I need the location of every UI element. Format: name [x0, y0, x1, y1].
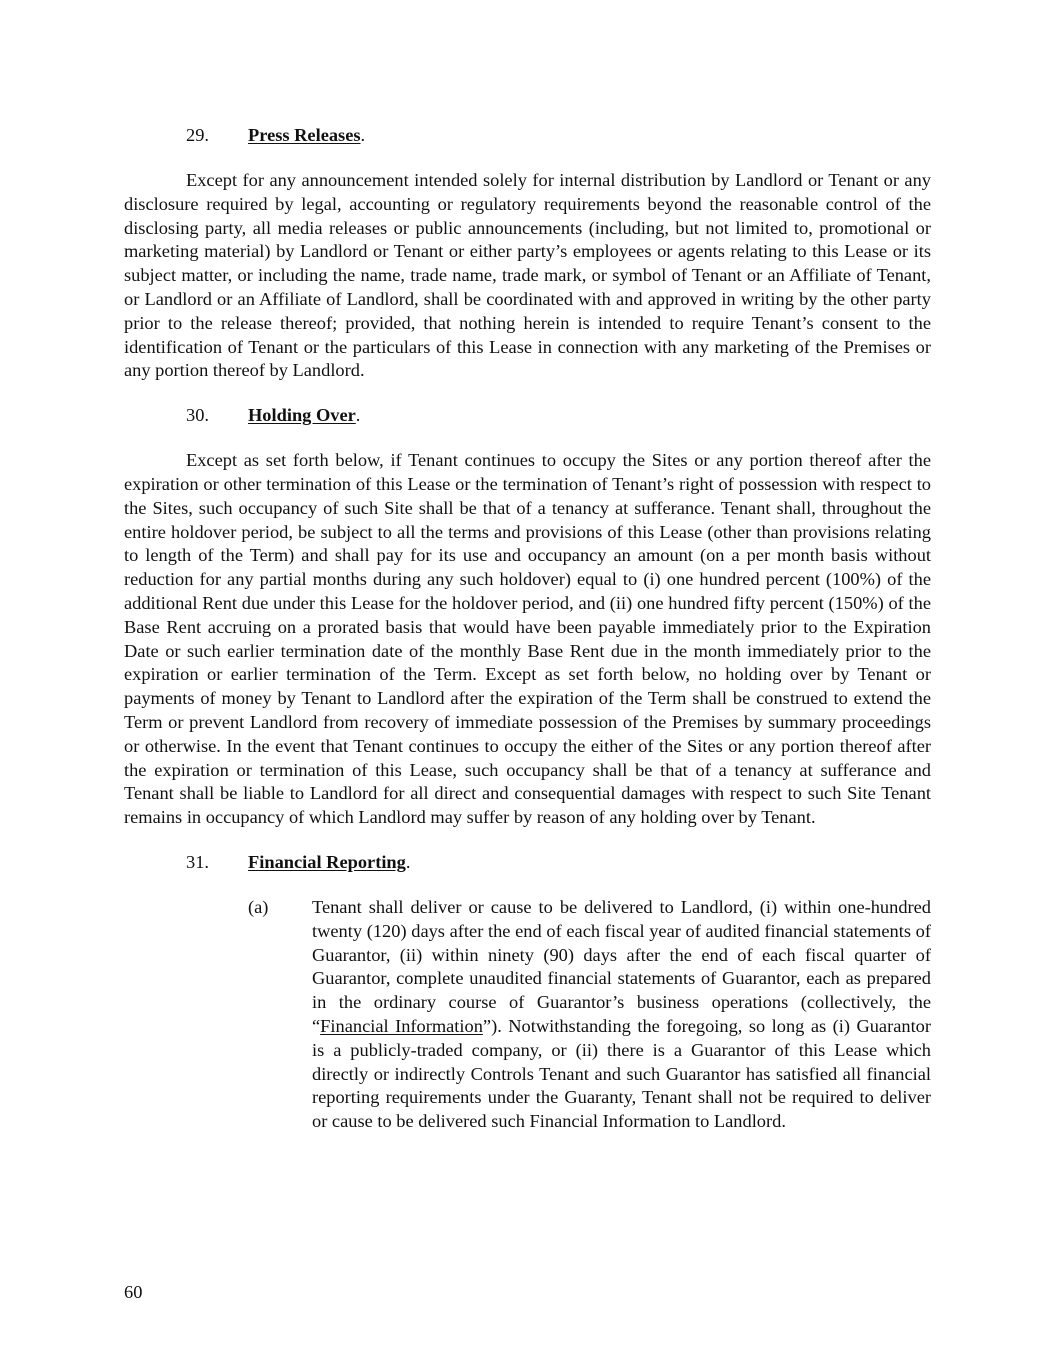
section-heading-30	[124, 404, 931, 428]
subsection-text-before: Tenant shall deliver or cause to be delivered to Landlord, (i) within one-hundred twenty (120) days after the end of each fiscal year of audited financial statements of Guarantor, (ii) within ninety (90) days after the end of each fiscal quarter of Guarantor, complete unaudited financial statements of Guarantor, each as prepared in the ordinary course of Guarantor’s business operations (collectively, the “	[312, 896, 931, 1036]
subsection-text	[312, 896, 931, 1134]
section-paragraph-holding-over: Except as set forth below, if Tenant continues to occupy the Sites or any portion thereof after the expiration or other termination of this Lease or the termination of Tenant’s right of possession with respect to the Sites, such occupancy of such Site shall be that of a tenancy at sufferance. Tenant shall, throughout the entire holdover period, be subject to all the terms and provisions of this Lease (other than provisions relating to length of the Term) and shall pay for its use and occupancy an amount (on a per month basis without reduction for any partial months during any such holdover) equal to (i) one hundred percent (100%) of the additional Rent due under this Lease for the holdover period, and (ii) one hundred fifty percent (150%) of the Base Rent accruing on a prorated basis that would have been payable immediately prior to the Expiration Date or such earlier termination date of the monthly Base Rent due in the month immediately prior to the expiration or earlier termination of the Term. Except as set forth below, no holding over by Tenant or payments of money by Tenant to Landlord after the expiration of the Term shall be construed to extend the Term or prevent Landlord from recovery of immediate possession of the Premises by summary proceedings or otherwise. In the event that Tenant continues to occupy the either of the Sites or any portion thereof after the expiration or termination of this Lease, such occupancy shall be that of a tenancy at sufferance and Tenant shall be liable to Landlord for all direct and consequential damages with respect to such Site Tenant remains in occupancy of which Landlord may suffer by reason of any holding over by Tenant.	[124, 450, 931, 828]
section-title	[248, 404, 360, 428]
document-page	[124, 124, 931, 1134]
section-heading-29	[124, 124, 931, 148]
page-number: 60	[124, 1282, 143, 1302]
defined-term-financial-information: Financial Information	[320, 1015, 483, 1036]
section-title	[248, 851, 410, 875]
section-number: 29.	[186, 125, 209, 145]
section-paragraph-press-releases: Except for any announcement intended solely for internal distribution by Landlord or Tenant or any disclosure required by legal, accounting or regulatory requirements beyond the reasonable control of the disclosing party, all media releases or public announcements (including, but not limited to, promotional or marketing material) by Landlord or Tenant or either party’s employees or agents relating to this Lease or its subject matter, or including the name, trade name, trade mark, or symbol of Tenant or an Affiliate of Tenant, or Landlord or an Affiliate of Landlord, shall be coordinated with and approved in writing by the other party prior to the release thereof; provided, that nothing herein is intended to require Tenant’s consent to the identification of Tenant or the particulars of this Lease in connection with any marketing of the Premises or any portion thereof by Landlord.	[124, 170, 931, 381]
section-number: 30.	[186, 405, 209, 426]
subsection-a	[124, 896, 931, 1134]
section-title-text: Financial Reporting	[248, 851, 406, 872]
section-title-suffix: .	[405, 851, 411, 872]
subsection-text-after: ”). Notwithstanding the foregoing, so long as (i) Guarantor is a publicly-traded company, or (ii) there is a Guarantor of this Lease which directly or indirectly Controls Tenant and such Guarantor has satisfied all financial reporting requirements under the Guaranty, Tenant shall not be required to deliver or cause to be delivered such Financial Information to Landlord.	[312, 1015, 931, 1132]
subsection-label: (a)	[248, 896, 269, 917]
section-heading-31	[124, 851, 931, 875]
section-title-text: Holding Over	[248, 405, 356, 426]
section-number: 31.	[186, 851, 209, 872]
section-title-text: Press Releases	[248, 125, 361, 145]
section-title-suffix: .	[360, 125, 366, 145]
section-title-suffix: .	[355, 405, 361, 426]
section-title	[248, 124, 365, 148]
